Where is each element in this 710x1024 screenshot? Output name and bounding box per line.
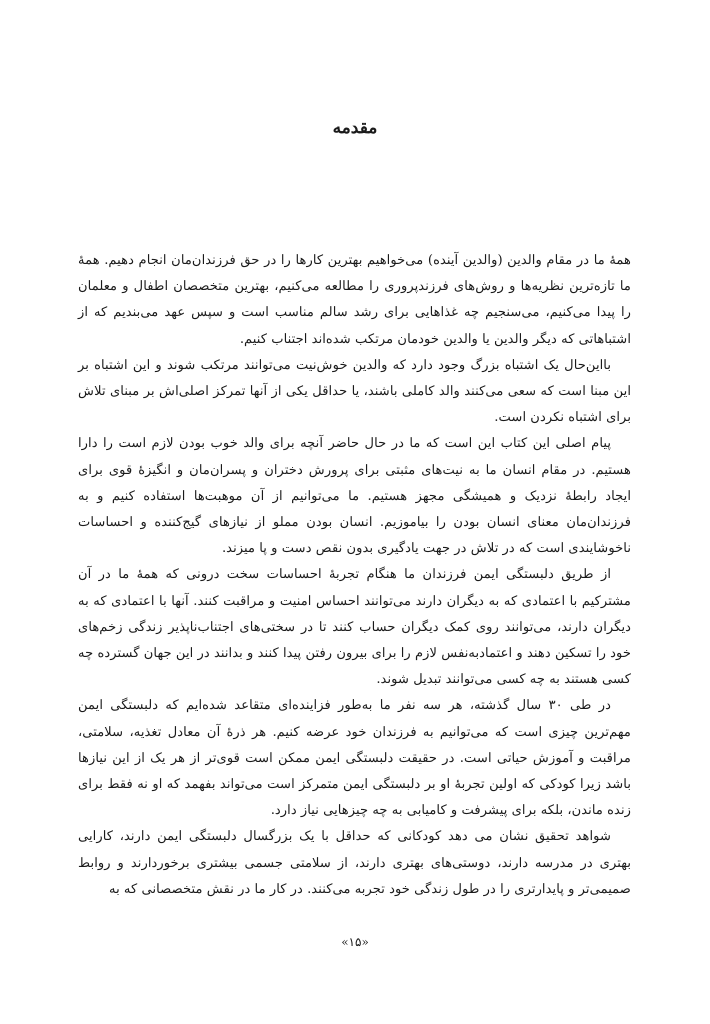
page-title: مقدمه [332,118,378,138]
paragraph: شواهد تحقیق نشان می دهد کودکانی که حداقل با یک بزرگسال دلبستگی ایمن دارند، کارایی بهتری در مدرسه دارند، دوستی‌های بهتری دارند، از سلامتی جسمی بیشتری برخوردارند و روابط صمیمی‌تر و پایدارتری را در طول زندگی خود تجربه می‌کنند. در کار ما در نقش متخصصانی که به [78,829,631,897]
paragraph: از طریق دلبستگی ایمن فرزندان ما هنگام تجربهٔ احساسات سخت درونی که همهٔ ما در آن مشترکیم با اعتمادی که به دیگران دارند می‌توانند احساس امنیت و مراقبت کنند. آنها با اعتمادی که به دیگران دارند، می‌توانند روی کمک دیگران حساب کنند تا در سختی‌های اجتناب‌ناپذیر زندگی زخم‌های خود را تسکین دهند و اعتمادبه‌نفس لازم را برای بیرون رفتن پیدا کنند و بدانند در این جهان گسترده چه کسی هستند به چه کسی می‌توانند تبدیل شوند. [78,567,631,688]
paragraph: پیام اصلی این کتاب این است که ما در حال حاضر آنچه برای والد خوب بودن لازم است را دارا هستیم. در مقام انسان ما به نیت‌های مثبتی برای پرورش دختران و پسران‌مان و انگیزهٔ قوی برای ایجاد رابطهٔ نزدیک و همیشگی مجهز هستیم. ما می‌توانیم از آن موهبت‌ها استفاده کنیم و به فرزندان‌مان معنای انسان بودن را بیاموزیم. انسان بودن مملو از نیازهای گیج‌کننده و احساسات ناخوشایندی است که در تلاش در جهت یادگیری بدون نقص دست و پا میزند. [78,436,631,557]
body-text [78,248,631,903]
paragraph: در طی ۳۰ سال گذشته، هر سه نفر ما به‌طور فزاینده‌ای متقاعد شده‌ایم که دلبستگی ایمن مهم‌ترین چیزی است که می‌توانیم به فرزندان خود عرضه کنیم. هر ذرهٔ آن معادل تغذیه، سلامتی، مراقبت و آموزش حیاتی است. در حقیقت دلبستگی ایمن ممکن است قوی‌تر از هر یک از این نیازها باشد زیرا کودکی که اولین تجربهٔ او بر دلبستگی ایمن متمرکز است می‌تواند بفهمد که او نه فقط برای زنده ماندن، بلکه برای پیشرفت و کامیابی به چه چیزهایی نیاز دارد. [78,698,631,819]
paragraph: همهٔ ما در مقام والدین (والدین آینده) می‌خواهیم بهترین کارها را در حق فرزندان‌مان انجام دهیم. همهٔ ما تازه‌ترین نظریه‌ها و روش‌های فرزندپروری را مطالعه می‌کنیم، بهترین متخصصان اطفال و معلمان را پیدا می‌کنیم، می‌سنجیم چه غذاهایی برای رشد سالم مناسب است و سپس عهد می‌بندیم که از اشتباهاتی که دیگر والدین یا والدین خودمان مرتکب شده‌اند اجتناب کنیم. [78,253,631,347]
paragraph: بااین‌حال یک اشتباه بزرگ وجود دارد که والدین خوش‌نیت می‌توانند مرتکب شوند و این اشتباه بر این مبنا است که سعی می‌کنند والد کاملی باشند، یا حداقل یکی از آنها تمرکز اصلی‌اش بر مبنای تلاش برای اشتباه نکردن است. [78,357,631,426]
page-number: «۱۵» [341,935,369,949]
